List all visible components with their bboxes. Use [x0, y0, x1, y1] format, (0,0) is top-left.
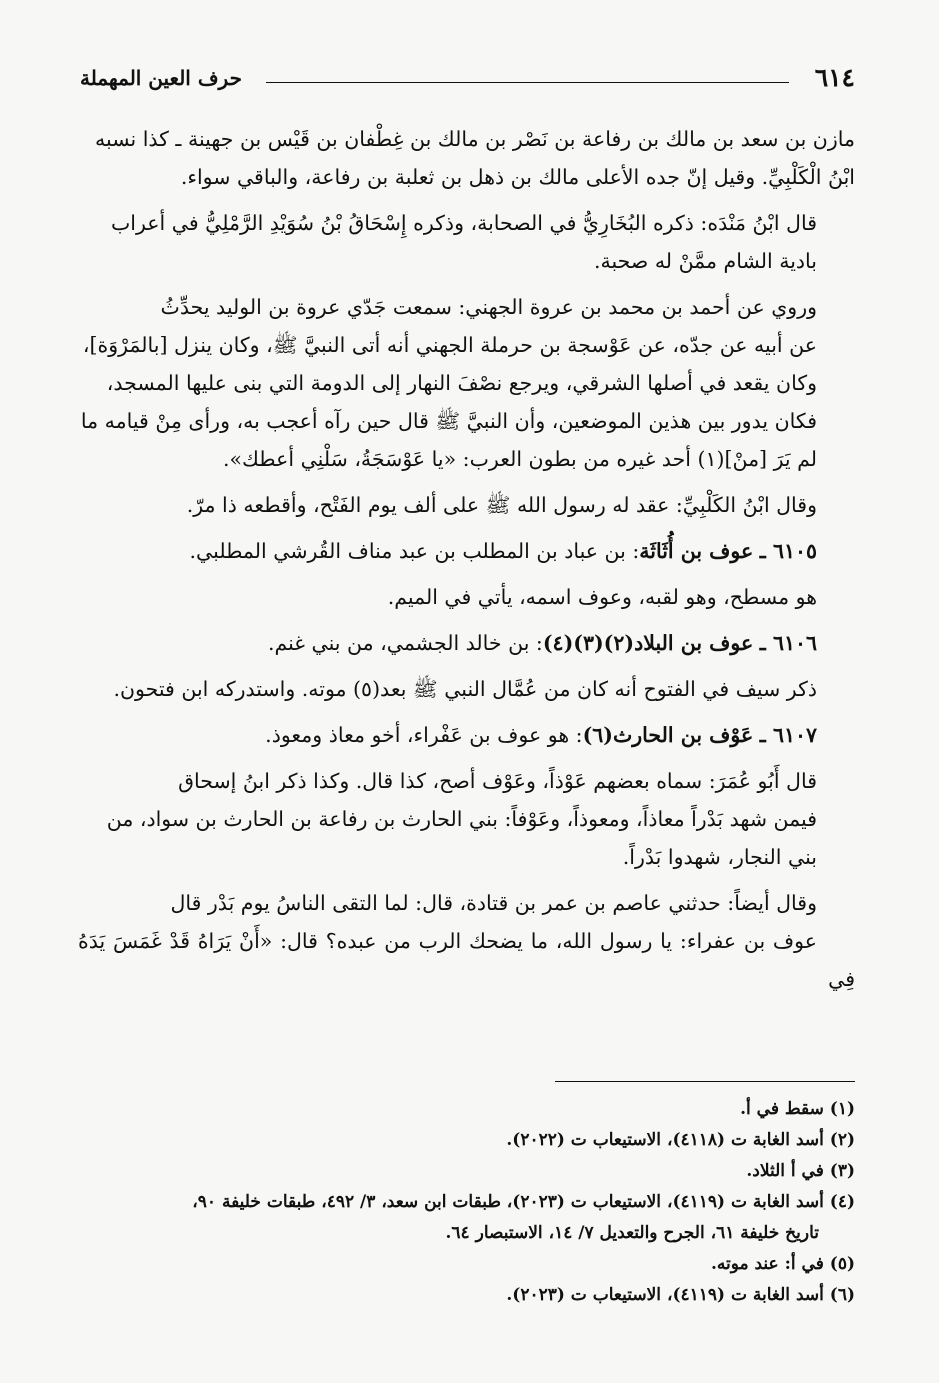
- paragraph: [78, 578, 855, 616]
- biography-entry: [78, 716, 855, 754]
- text-line: قال ابْنُ مَنْدَه: ذكره البُخَارِيُّ في الصحابة، وذكره إِسْحَاقُ بْنُ سُوَيْدِ الرَّمْلِيُّ في أعراب: [111, 211, 817, 235]
- text-line: فكان يدور بين هذين الموضعين، وأن النبيَّ ﷺ قال حين رآه أعجب به، ورأى مِنْ قيامه ما: [80, 409, 817, 433]
- text-line: وروي عن أحمد بن محمد بن عروة الجهني: سمعت جَدّي عروة بن الوليد يحدِّثُ: [160, 295, 817, 319]
- entry-number: ٦١٠٦ ـ: [759, 631, 817, 655]
- text-line: وقال ابْنُ الكَلْبِيِّ: عقد له رسول الله ﷺ على ألف يوم الفَتْح، وأقطعه ذا مرّ.: [186, 493, 817, 517]
- text-line: هو مسطح، وهو لقبه، وعوف اسمه، يأتي في الميم.: [387, 585, 817, 609]
- footnote: (٢) أسد الغابة ت (٤١١٨)، الاستيعاب ت (٢٠٢٢).: [506, 1130, 855, 1150]
- paragraph: [78, 884, 855, 998]
- footnote: (٦) أسد الغابة ت (٤١١٩)، الاستيعاب ت (٢٠٢٣).: [506, 1285, 855, 1305]
- entry-name: عَوْف بن الحارث(٦): [582, 723, 754, 747]
- running-head: حرف العين المهملة: [80, 66, 242, 90]
- entry-text: : هو عوف بن عَفْراء، أخو معاذ ومعوذ.: [265, 723, 583, 747]
- entry-text: : بن خالد الجشمي، من بني غنم.: [267, 631, 543, 655]
- paragraph: [78, 204, 855, 280]
- paragraph: [78, 762, 855, 876]
- footnote-separator: [555, 1081, 855, 1082]
- footnote-continuation: تاريخ خليفة ٦١، الجرح والتعديل ٧/ ١٤، الاستبصار ٦٤.: [445, 1223, 819, 1243]
- biography-entry: [78, 532, 855, 570]
- text-line: لم يَرَ [منْ](١) أحد غيره من بطون العرب: «يا عَوْسَجَةُ، سَلْنِي أعطك».: [222, 447, 817, 471]
- text-line: وكان يقعد في أصلها الشرقي، ويرجع نصْفَ النهار إلى الدومة التي بنى عليها المسجد،: [106, 371, 817, 395]
- text-line: ذكر سيف في الفتوح أنه كان من عُمَّال النبي ﷺ بعد(٥) موته. واستدركه ابن فتحون.: [113, 677, 817, 701]
- entry-number: ٦١٠٧ ـ: [759, 723, 817, 747]
- text-line: وقال أيضاً: حدثني عاصم بن عمر بن قتادة، قال: لما التقى الناسُ يوم بَدْر قال: [170, 891, 817, 915]
- paragraph: [78, 288, 855, 478]
- biography-entry: [78, 624, 855, 662]
- paragraph: [78, 486, 855, 524]
- page-number: ٦١٤: [814, 63, 855, 92]
- text-line: عن أبيه عن جدّه، عن عَوْسجة بن حرملة الجهني أنه أتى النبيَّ ﷺ، وكان ينزل [بالمَرْوَة]،: [82, 333, 817, 357]
- entry-name: عوف بن البلاد(٢)(٣)(٤): [542, 631, 754, 655]
- text-line: بني النجار، شهدوا بَدْراً.: [622, 845, 817, 869]
- text-line: مازن بن سعد بن مالك بن رفاعة بن نَصْر بن مالك بن غِطْفان بن قَيْس بن جهينة ـ كذا نسبه: [95, 127, 855, 151]
- text-line: قال أَبُو عُمَرَ: سماه بعضهم عَوْذاً، وعَوْف أصح، كذا قال. وكذا ذكر ابنُ إسحاق: [178, 769, 817, 793]
- paragraph: [78, 120, 855, 196]
- text-line: بادية الشام ممَّنْ له صحبة.: [593, 249, 817, 273]
- footnote: (٤) أسد الغابة ت (٤١١٩)، الاستيعاب ت (٢٠٢٣)، طبقات ابن سعد، ٣/ ٤٩٢، طبقات خليفة ٩٠،: [192, 1192, 855, 1212]
- main-text: [78, 120, 855, 1006]
- entry-name: عوف بن أُثَاثَة: [639, 539, 754, 563]
- text-line: فيمن شهد بَدْراً معاذاً، ومعوذاً، وعَوْفاً: بني الحارث بن رفاعة بن الحارث بن سواد، من: [106, 807, 817, 831]
- page-header: [80, 62, 855, 98]
- footnotes: [80, 1094, 855, 1311]
- entry-number: ٦١٠٥ ـ: [759, 539, 817, 563]
- text-line: عوف بن عفراء: يا رسول الله، ما يضحك الرب من عبده؟ قال: «أَنْ يَرَاهُ قَدْ غَمَسَ يَدَهُ فِي: [78, 929, 855, 991]
- text-line: ابْنُ الْكَلْبِيِّ. وقيل إنّ جده الأعلى مالك بن ذهل بن ثعلبة بن رفاعة، والباقي سواء.: [180, 165, 855, 189]
- footnote: (١) سقط في أ.: [740, 1099, 855, 1119]
- header-rule: [266, 82, 789, 83]
- footnote: (٥) في أ: عند موته.: [710, 1254, 855, 1274]
- paragraph: [78, 670, 855, 708]
- footnote: (٣) في أ الثلاد.: [746, 1161, 855, 1181]
- entry-text: : بن عباد بن المطلب بن عبد مناف القُرشي المطلبي.: [189, 539, 640, 563]
